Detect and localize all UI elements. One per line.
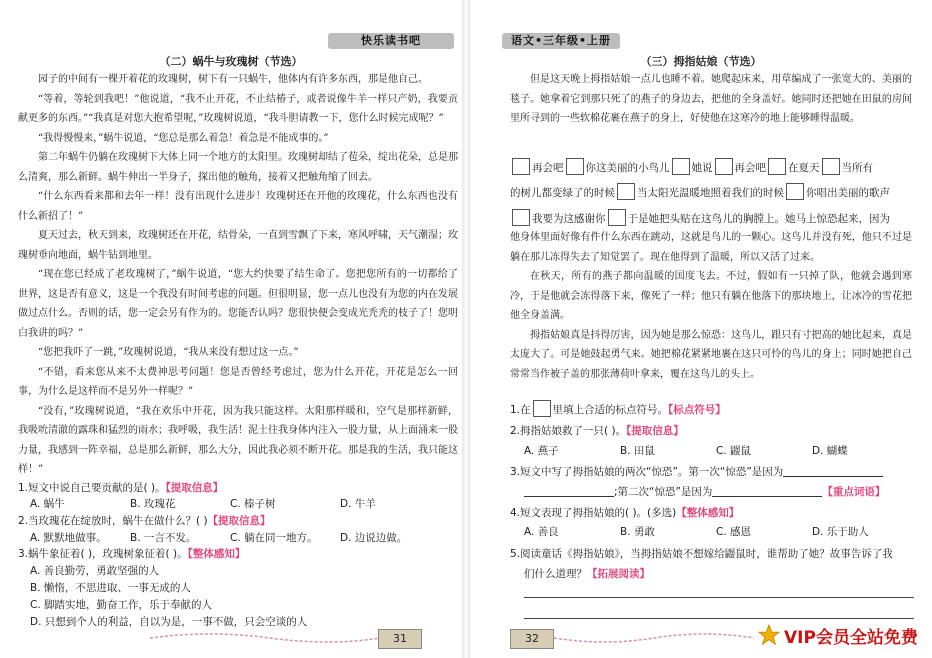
punctuation-box[interactable] xyxy=(822,158,840,175)
punctuation-box xyxy=(533,400,551,417)
left-question-3: 3.蜗牛象征着( )，玫瑰树象征着( )。【整体感知】 xyxy=(18,548,246,560)
right-question-4: 4.短文表现了拇指姑娘的( )。(多选)【整体感知】 xyxy=(510,507,740,519)
cloze-line-1: 再会吧 你这美丽的小鸟儿 她说 再会吧 在夏天 当所有 xyxy=(510,158,873,176)
watermark-text: VIP会员全站免费 xyxy=(784,627,918,648)
punctuation-box[interactable] xyxy=(512,158,530,175)
option[interactable]: C. 躺在同一地方。 xyxy=(230,532,318,544)
page-number-right: 32 xyxy=(510,629,554,649)
punctuation-box[interactable] xyxy=(672,158,690,175)
right-article-body xyxy=(510,228,912,384)
star-icon xyxy=(758,624,780,646)
answer-blank[interactable] xyxy=(712,485,822,497)
left-question-1: 1.短文中说自己要贡献的是( )。【提取信息】 xyxy=(18,482,224,494)
left-question-1-options xyxy=(30,496,376,512)
paragraph: 但是这天晚上拇指姑娘一点儿也睡不着。她爬起床来，用草编成了一张宽大的、美丽的毯子。她拿着它到那只死了的燕子的身边去，把他的全身盖好。她同时还把她在田鼠的房间里所寻到的一些软棉花裹在燕子的身上，好使他在这寒冷的地上能够睡得温暖。 xyxy=(510,74,912,124)
option[interactable]: C. 鼹鼠 xyxy=(716,445,752,457)
answer-blank[interactable] xyxy=(524,485,614,497)
left-article-body xyxy=(18,70,458,480)
paragraph: 夏天过去，秋天到来，玫瑰树还在开花，结骨朵，一直到雪飘了下来，寒风呼啸，天气潮湿；玫瑰树垂向地面，蜗牛钻到地里。 xyxy=(18,230,458,261)
page-number-left: 31 xyxy=(378,629,422,649)
option[interactable]: A. 善良 xyxy=(524,526,559,538)
option[interactable]: D. 只想到个人的利益，自以为是，一事不做，只会空谈的人 xyxy=(30,616,308,628)
punctuation-box[interactable] xyxy=(786,183,804,200)
question-tag: 【提取信息】 xyxy=(207,515,271,527)
paragraph: “没有，”玫瑰树说道，“我在欢乐中开花，因为我只能这样。太阳那样暖和，空气是那样新鲜，我吸吮清澈的露珠和猛烈的雨水；我呼吸，我生活！泥土往我身体内注入一股力量，从上面涌来一股力量，我感到一阵幸福，总是那么新鲜，那么大分，因此我必须不断开花。那是我的生活，我只能这样！” xyxy=(18,405,458,475)
left-question-2: 2.当玫瑰花在绽放时，蜗牛在做什么？( )【提取信息】 xyxy=(18,515,271,527)
right-question-5: 5.阅读童话《拇指姑娘》，当拇指姑娘不想嫁给鼹鼠时，谁帮助了她？故事告诉了我 xyxy=(510,548,893,560)
right-article-intro xyxy=(510,70,912,129)
paragraph: 园子的中间有一棵开着花的玫瑰树，树下有一只蜗牛，他体内有许多东西，那是他自己。 xyxy=(38,74,428,85)
option[interactable]: B. 玫瑰花 xyxy=(130,498,176,510)
punctuation-box[interactable] xyxy=(768,158,786,175)
option[interactable]: B. 勇敢 xyxy=(620,526,655,538)
answer-line[interactable] xyxy=(524,618,914,619)
vip-watermark xyxy=(758,620,928,650)
left-article-title: （二）蜗牛与玫瑰树（节选） xyxy=(159,55,303,68)
option[interactable]: A. 善良勤劳，勇敢坚强的人 xyxy=(30,565,160,577)
right-question-2-options xyxy=(524,443,848,459)
question-tag: 【提取信息】 xyxy=(626,425,684,437)
right-article-title: （三）拇指姑娘（节选） xyxy=(640,55,762,68)
question-tag: 【整体感知】 xyxy=(187,548,246,560)
question-tag: 【重点词语】 xyxy=(822,486,886,498)
question-tag: 【整体感知】 xyxy=(676,507,740,519)
question-tag: 【拓展阅读】 xyxy=(587,568,650,580)
question-tag: 【提取信息】 xyxy=(165,482,224,494)
right-question-2: 2.拇指姑娘救了一只( )。【提取信息】 xyxy=(510,425,684,437)
option[interactable]: A. 默默地做事。 xyxy=(30,532,107,544)
option[interactable]: B. 一言不发。 xyxy=(130,532,197,544)
right-question-3: 3.短文中写了拇指姑娘的两次“惊恐”。第一次“惊恐”是因为 xyxy=(510,464,883,480)
footer-decoration xyxy=(554,630,754,646)
right-question-4-options xyxy=(524,524,869,540)
punctuation-box[interactable] xyxy=(715,158,733,175)
option[interactable]: C. 脚踏实地，勤奋工作，乐于奉献的人 xyxy=(30,599,213,611)
right-page xyxy=(470,0,932,658)
option[interactable]: D. 边说边做。 xyxy=(340,532,408,544)
option[interactable]: B. 田鼠 xyxy=(620,445,655,457)
paragraph: 在秋天，所有的燕子都向温暖的国度飞去。不过，假如有一只掉了队，他就会遇到寒冷，于是他就会冻得落下来，像死了一样；他只有躺在他落下的那块地上，让冰冷的雪花把他全身盖满。 xyxy=(510,271,912,321)
right-question-5-line2: 们什么道理？【拓展阅读】 xyxy=(524,568,650,580)
left-question-2-options xyxy=(30,530,407,546)
paragraph: 拇指姑娘真是抖得厉害，因为她是那么惊恐：这鸟儿，跟只有寸把高的她比起来，真是太庞大了。可是她鼓起勇气来。她把棉花紧紧地裹在这只可怜的鸟儿的身上；同时她把自己常常当作被子盖的那张薄荷叶拿来，覆在这鸟儿的头上。 xyxy=(510,329,912,380)
footer-decoration xyxy=(150,630,380,646)
option[interactable]: D. 蝴蝶 xyxy=(812,445,848,457)
paragraph: “什么东西看来都和去年一样！没有出现什么进步！玫瑰树还在开他的玫瑰花，什么东西也没有什么新招了！” xyxy=(18,191,458,222)
question-tag: 【标点符号】 xyxy=(668,404,726,416)
punctuation-box[interactable] xyxy=(608,209,626,226)
option[interactable]: A. 蜗牛 xyxy=(30,498,65,510)
right-question-3-line2: ;第二次“惊恐”是因为 【重点词语】 xyxy=(524,484,885,500)
option[interactable]: C. 榛子树 xyxy=(230,498,276,510)
cloze-line-3: 我要为这感谢你 于是她把头贴在这鸟儿的胸膛上。她马上惊恐起来，因为 xyxy=(510,209,890,227)
right-question-1: 1.在 里填上合适的标点符号。【标点符号】 xyxy=(510,400,726,418)
paragraph: “等着，等轮到我吧！”他说道，“我不止开花，不止结椿子，或者说像牛羊一样只产奶，我要贡献更多的东西。”“我真是对您大抱希望呢，”玫瑰树说道，“我斗胆请教一下，您什么时候完成呢？” xyxy=(18,93,458,124)
punctuation-box[interactable] xyxy=(512,209,530,226)
option[interactable]: B. 懒惰，不思进取、一事无成的人 xyxy=(30,582,191,594)
left-page xyxy=(0,0,462,658)
answer-line[interactable] xyxy=(524,597,914,598)
paragraph: 第二年蜗牛仍躺在玫瑰树下大体上同一个地方的太阳里。玫瑰树却结了苞朵，绽出花朵，总是那么清爽，那么新鲜。蜗牛伸出一半身子，探出他的触角，接着又把触角缩了回去。 xyxy=(18,152,458,183)
paragraph: “我得慢慢来，”蜗牛说道，“您总是那么着急！着急是不能成事的。” xyxy=(38,132,329,144)
paragraph: “现在您已经成了老玫瑰树了，”蜗牛说道，“您大约快要了结生命了。您把您所有的一切都给了世界，这是否有意义，这是一个我没有时间考虑的问题。但很明显，您一点儿也没有为您的内在发展做过点什么。否则的话，您一定会另有作为的。您能否认吗？您很快便会变成光秃秃的枝子了！您明白我讲的吗？” xyxy=(18,269,458,339)
cloze-line-2: 的树儿都变绿了的时候 当太阳光温暖地照着我们的时候 你唱出美丽的歌声 xyxy=(510,183,890,201)
option[interactable]: D. 乐于助人 xyxy=(812,526,869,538)
paragraph: “您把我吓了一跳，”玫瑰树说道，“我从来没有想过这一点。” xyxy=(38,347,299,358)
punctuation-box[interactable] xyxy=(617,183,635,200)
option[interactable]: D. 牛羊 xyxy=(340,498,376,510)
paragraph: “不错，看来您从来不太费神思考问题！您是否曾经考虑过，您为什么开花，开花是怎么一回事，为什么是这样而不是另外一样呢？” xyxy=(18,366,458,397)
paragraph: 他身体里面好像有件什么东西在跳动，这就是鸟儿的一颗心。这鸟儿并没有死，他只不过是躺在那儿冻得失去了知觉罢了。现在他得到了温暖，所以又活了过来。 xyxy=(510,232,912,263)
option[interactable]: A. 燕子 xyxy=(524,445,559,457)
option[interactable]: C. 感恩 xyxy=(716,526,752,538)
book-gutter xyxy=(462,0,470,658)
header-tab-left: 快乐读书吧 xyxy=(328,33,454,49)
answer-blank[interactable] xyxy=(783,465,883,477)
punctuation-box[interactable] xyxy=(566,158,584,175)
header-tab-right: 语文•三年级•上册 xyxy=(502,33,620,49)
